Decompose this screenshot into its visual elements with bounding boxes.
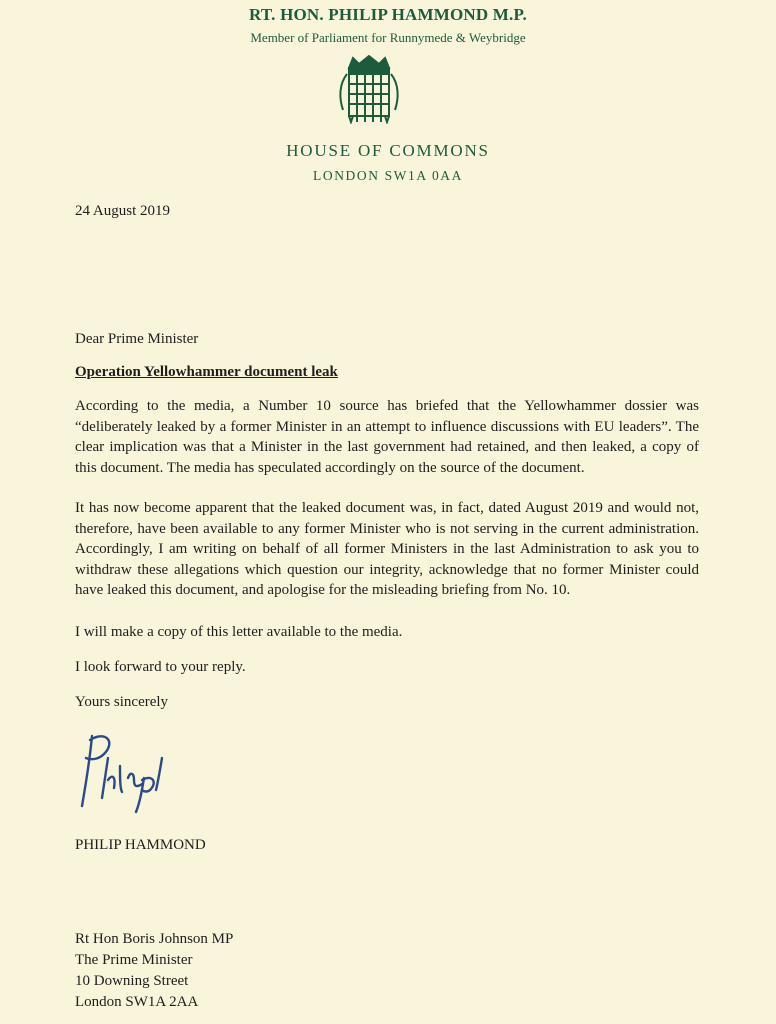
letterhead-name: RT. HON. PHILIP HAMMOND M.P. — [249, 5, 527, 24]
addressee-block — [75, 929, 233, 1013]
signer-name: PHILIP HAMMOND — [75, 837, 206, 853]
letter-date: 24 August 2019 — [75, 203, 171, 219]
house-address: LONDON SW1A 0AA — [313, 168, 463, 183]
addressee-line: 10 Downing Street — [75, 973, 189, 989]
paragraph-1: According to the media, a Number 10 source has briefed that the Yellowhammer dossier was “deliberately leaked by a former Minister in an attempt to influence discussions with EU leaders”. The clear implication was that a Minister in the last government had retained, and then leaked, a copy of this document. The media has speculated accordingly on the source of the document. — [75, 398, 699, 476]
addressee-line: The Prime Minister — [75, 952, 193, 968]
signature-image — [72, 728, 192, 818]
portcullis-icon — [337, 54, 401, 124]
letterhead-subtitle: Member of Parliament for Runnymede & Weybridge — [250, 30, 526, 45]
closing: Yours sincerely — [75, 694, 169, 710]
paragraph-2: It has now become apparent that the leaked document was, in fact, dated August 2019 and would not, therefore, have been available to any former Minister who is not serving in the current administration. Accordingly, I am writing on behalf of all former Ministers in the last Administration to ask you to withdraw these allegations which question our integrity, acknowledge that no former Minister could have leaked this document, and apologise for the misleading briefing from No. 10. — [75, 500, 699, 598]
reply-line: I look forward to your reply. — [75, 659, 246, 675]
salutation: Dear Prime Minister — [75, 331, 199, 347]
house-of-commons: HOUSE OF COMMONS — [286, 141, 490, 160]
subject-line: Operation Yellowhammer document leak — [75, 364, 338, 380]
addressee-line: London SW1A 2AA — [75, 994, 199, 1010]
copy-line: I will make a copy of this letter available to the media. — [75, 624, 403, 640]
addressee-line: Rt Hon Boris Johnson MP — [75, 931, 234, 947]
